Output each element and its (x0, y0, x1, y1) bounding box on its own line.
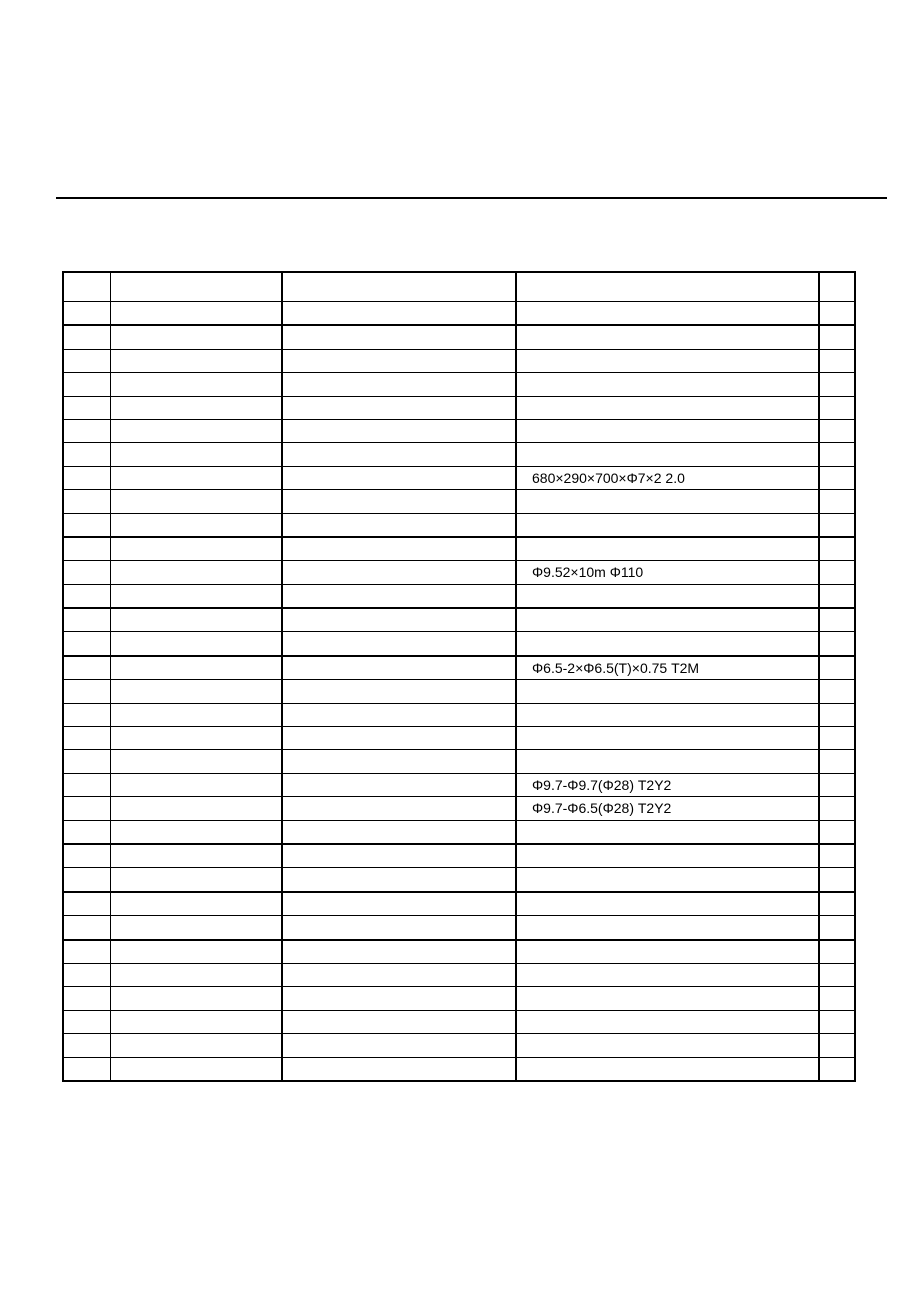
table-cell-col-qty (819, 963, 855, 986)
table-cell-col-code (110, 349, 282, 372)
table-cell-col-name (282, 325, 516, 349)
table-cell-col-qty (819, 396, 855, 419)
table-cell-col-qty (819, 349, 855, 372)
table-row (63, 537, 855, 561)
table-cell-col-code (110, 703, 282, 726)
table-cell-col-spec (516, 419, 819, 442)
table-row (63, 513, 855, 537)
table-cell-col-name (282, 490, 516, 513)
table-cell-col-code (110, 537, 282, 561)
table-cell-col-spec: Φ6.5-2×Φ6.5(T)×0.75 T2M (516, 656, 819, 680)
table-cell-col-spec (516, 750, 819, 773)
table-row (63, 750, 855, 773)
table-cell-col-qty (819, 584, 855, 608)
table-cell-col-spec (516, 1010, 819, 1033)
table-cell-col-name (282, 373, 516, 396)
table-cell-col-no (63, 868, 110, 892)
table-cell-col-name (282, 537, 516, 561)
table-cell-col-spec (516, 680, 819, 703)
table-cell-col-spec (516, 443, 819, 466)
table-cell-col-name (282, 608, 516, 632)
table-cell-col-spec (516, 272, 819, 302)
table-cell-col-qty (819, 632, 855, 656)
table-cell-col-code (110, 584, 282, 608)
table-row (63, 302, 855, 326)
table-cell-col-no (63, 537, 110, 561)
table-cell-col-spec (516, 396, 819, 419)
table-row (63, 1034, 855, 1057)
table-cell-col-spec (516, 632, 819, 656)
table-cell-col-no (63, 632, 110, 656)
table-cell-col-code (110, 1010, 282, 1033)
table-cell-col-no (63, 750, 110, 773)
table-cell-col-no (63, 844, 110, 868)
table-cell-col-qty (819, 656, 855, 680)
table-cell-col-name (282, 680, 516, 703)
table-cell-col-name (282, 940, 516, 964)
table-row (63, 396, 855, 419)
table-cell-col-code (110, 987, 282, 1010)
table-cell-col-qty (819, 443, 855, 466)
table-cell-col-spec: 680×290×700×Φ7×2 2.0 (516, 466, 819, 489)
table-row (63, 1057, 855, 1081)
table-cell-col-qty (819, 537, 855, 561)
table-cell-col-qty (819, 272, 855, 302)
table-cell-col-name (282, 750, 516, 773)
table-row (63, 466, 855, 489)
table-cell-col-code (110, 750, 282, 773)
table-cell-col-name (282, 396, 516, 419)
table-cell-col-no (63, 1010, 110, 1033)
table-cell-col-qty (819, 373, 855, 396)
table-row (63, 443, 855, 466)
parts-table (62, 271, 856, 1082)
table-row (63, 373, 855, 396)
table-cell-col-spec (516, 987, 819, 1010)
table-cell-col-no (63, 940, 110, 964)
table-cell-col-no (63, 703, 110, 726)
table-row (63, 892, 855, 916)
header-rule (56, 197, 887, 199)
table-row (63, 561, 855, 584)
table-cell-col-qty (819, 466, 855, 489)
table-cell-col-spec (516, 513, 819, 537)
table-cell-col-qty (819, 490, 855, 513)
table-cell-col-no (63, 916, 110, 940)
table-cell-col-qty (819, 892, 855, 916)
table-cell-col-qty (819, 703, 855, 726)
table-cell-col-name (282, 561, 516, 584)
table-cell-col-code (110, 940, 282, 964)
table-cell-col-name (282, 584, 516, 608)
table-cell-col-spec: Φ9.7-Φ6.5(Φ28) T2Y2 (516, 797, 819, 820)
table-cell-col-spec (516, 868, 819, 892)
table-cell-col-no (63, 272, 110, 302)
table-cell-col-code (110, 963, 282, 986)
table-cell-col-qty (819, 773, 855, 796)
table-cell-col-code (110, 632, 282, 656)
table-cell-col-code (110, 844, 282, 868)
table-cell-col-spec (516, 1034, 819, 1057)
table-cell-col-no (63, 349, 110, 372)
table-cell-col-code (110, 419, 282, 442)
table-cell-col-name (282, 820, 516, 844)
table-cell-col-spec (516, 608, 819, 632)
table-cell-col-no (63, 325, 110, 349)
table-cell-col-no (63, 490, 110, 513)
table-cell-col-spec (516, 844, 819, 868)
table-cell-col-qty (819, 797, 855, 820)
table-cell-col-name (282, 349, 516, 372)
table-row (63, 490, 855, 513)
table-cell-col-spec (516, 490, 819, 513)
table-cell-col-code (110, 773, 282, 796)
table-cell-col-code (110, 892, 282, 916)
table-cell-col-qty (819, 844, 855, 868)
table-cell-col-qty (819, 680, 855, 703)
table-cell-col-qty (819, 561, 855, 584)
table-cell-col-code (110, 820, 282, 844)
table-cell-col-no (63, 1034, 110, 1057)
table-cell-col-no (63, 419, 110, 442)
table-cell-col-no (63, 1057, 110, 1081)
table-cell-col-qty (819, 608, 855, 632)
table-cell-col-spec (516, 703, 819, 726)
table-row (63, 820, 855, 844)
table-cell-col-name (282, 656, 516, 680)
table-cell-col-name (282, 466, 516, 489)
table-cell-col-spec (516, 325, 819, 349)
table-cell-col-spec (516, 727, 819, 750)
table-cell-col-name (282, 963, 516, 986)
table-cell-col-name (282, 443, 516, 466)
table-cell-col-name (282, 773, 516, 796)
table-cell-col-name (282, 1010, 516, 1033)
table-cell-col-name (282, 302, 516, 326)
table-cell-col-code (110, 797, 282, 820)
table-cell-col-no (63, 820, 110, 844)
table-cell-col-name (282, 868, 516, 892)
table-cell-col-code (110, 608, 282, 632)
table-row (63, 608, 855, 632)
table-cell-col-qty (819, 1057, 855, 1081)
table-row (63, 773, 855, 796)
table-cell-col-qty (819, 750, 855, 773)
table-cell-col-code (110, 916, 282, 940)
table-cell-col-name (282, 844, 516, 868)
table-cell-col-no (63, 773, 110, 796)
table-cell-col-no (63, 727, 110, 750)
table-cell-col-name (282, 632, 516, 656)
table-cell-col-no (63, 797, 110, 820)
table-cell-col-name (282, 513, 516, 537)
table-cell-col-qty (819, 325, 855, 349)
table-cell-col-code (110, 466, 282, 489)
table-cell-col-no (63, 680, 110, 703)
table-cell-col-name (282, 797, 516, 820)
table-cell-col-code (110, 656, 282, 680)
parts-table-body (63, 272, 855, 1081)
table-cell-col-code (110, 396, 282, 419)
table-cell-col-qty (819, 868, 855, 892)
table-row (63, 963, 855, 986)
table-row (63, 419, 855, 442)
table-cell-col-name (282, 892, 516, 916)
table-row (63, 632, 855, 656)
table-cell-col-qty (819, 820, 855, 844)
table-cell-col-no (63, 466, 110, 489)
table-cell-col-code (110, 325, 282, 349)
table-cell-col-qty (819, 727, 855, 750)
table-cell-col-no (63, 373, 110, 396)
table-cell-col-code (110, 443, 282, 466)
table-cell-col-name (282, 272, 516, 302)
table-row (63, 868, 855, 892)
table-cell-col-spec (516, 940, 819, 964)
table-cell-col-spec (516, 963, 819, 986)
table-row (63, 703, 855, 726)
table-row (63, 940, 855, 964)
table-cell-col-spec (516, 820, 819, 844)
table-cell-col-name (282, 987, 516, 1010)
table-row (63, 727, 855, 750)
table-cell-col-spec (516, 892, 819, 916)
table-cell-col-name (282, 1057, 516, 1081)
table-cell-col-no (63, 561, 110, 584)
table-cell-col-code (110, 1034, 282, 1057)
table-cell-col-qty (819, 1010, 855, 1033)
table-cell-col-no (63, 892, 110, 916)
table-row (63, 844, 855, 868)
table-header-row (63, 272, 855, 302)
table-cell-col-code (110, 272, 282, 302)
table-cell-col-qty (819, 302, 855, 326)
table-cell-col-qty (819, 1034, 855, 1057)
table-cell-col-spec (516, 916, 819, 940)
table-cell-col-no (63, 584, 110, 608)
table-cell-col-code (110, 561, 282, 584)
table-cell-col-qty (819, 419, 855, 442)
table-row (63, 1010, 855, 1033)
table-cell-col-code (110, 727, 282, 750)
table-cell-col-qty (819, 513, 855, 537)
table-cell-col-no (63, 656, 110, 680)
table-cell-col-name (282, 703, 516, 726)
table-cell-col-name (282, 916, 516, 940)
table-cell-col-qty (819, 940, 855, 964)
table-cell-col-code (110, 302, 282, 326)
table-cell-col-code (110, 680, 282, 703)
table-cell-col-spec: Φ9.7-Φ9.7(Φ28) T2Y2 (516, 773, 819, 796)
table-row (63, 349, 855, 372)
table-row (63, 987, 855, 1010)
table-cell-col-spec (516, 537, 819, 561)
table-cell-col-name (282, 419, 516, 442)
table-cell-col-name (282, 1034, 516, 1057)
table-row (63, 916, 855, 940)
table-cell-col-no (63, 513, 110, 537)
table-cell-col-code (110, 1057, 282, 1081)
table-cell-col-no (63, 443, 110, 466)
table-cell-col-spec (516, 1057, 819, 1081)
table-row (63, 584, 855, 608)
table-cell-col-qty (819, 987, 855, 1010)
table-cell-col-code (110, 373, 282, 396)
table-cell-col-spec: Φ9.52×10m Φ110 (516, 561, 819, 584)
table-row (63, 656, 855, 680)
table-cell-col-no (63, 396, 110, 419)
table-row (63, 797, 855, 820)
table-cell-col-spec (516, 584, 819, 608)
table-cell-col-no (63, 608, 110, 632)
table-row (63, 680, 855, 703)
table-cell-col-spec (516, 302, 819, 326)
table-cell-col-code (110, 513, 282, 537)
table-cell-col-name (282, 727, 516, 750)
table-cell-col-no (63, 987, 110, 1010)
table-cell-col-qty (819, 916, 855, 940)
table-cell-col-code (110, 868, 282, 892)
table-row (63, 325, 855, 349)
table-cell-col-spec (516, 373, 819, 396)
table-cell-col-spec (516, 349, 819, 372)
table-cell-col-no (63, 302, 110, 326)
table-cell-col-code (110, 490, 282, 513)
table-cell-col-no (63, 963, 110, 986)
